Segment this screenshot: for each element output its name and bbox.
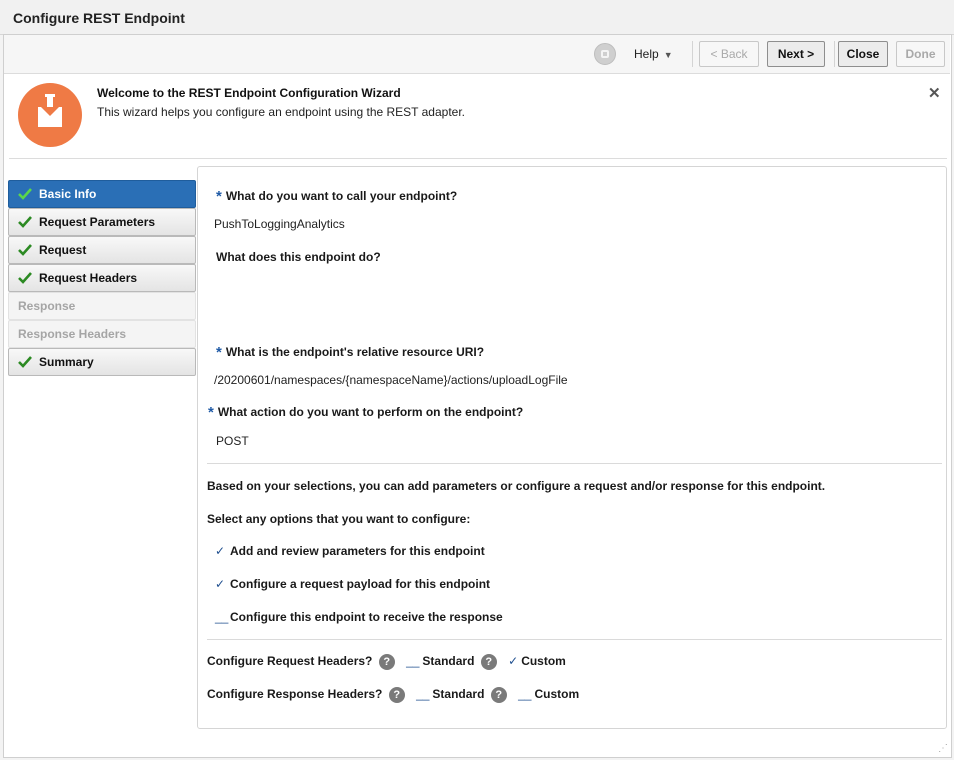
- endpoint-description-question: What does this endpoint do?: [216, 250, 381, 264]
- help-menu[interactable]: [634, 47, 673, 61]
- close-button[interactable]: Close: [838, 41, 888, 67]
- request-headers-standard-option[interactable]: __ Standard: [406, 654, 475, 669]
- close-icon[interactable]: ✕: [928, 85, 941, 102]
- unchecked-box-icon: __: [416, 687, 430, 702]
- next-button[interactable]: Next >: [767, 41, 825, 67]
- step-label: Summary: [39, 355, 94, 369]
- required-marker: *: [208, 404, 214, 421]
- divider: [207, 463, 942, 464]
- response-headers-row: [207, 687, 579, 703]
- request-headers-label: Configure Request Headers?: [207, 654, 373, 669]
- step-request-parameters[interactable]: [8, 208, 196, 236]
- response-headers-label: Configure Response Headers?: [207, 687, 383, 702]
- endpoint-name-question: * What do you want to call your endpoint?: [216, 188, 458, 205]
- checkmark-icon: ✓: [508, 654, 519, 669]
- checkmark-icon: ✓: [215, 577, 226, 591]
- unchecked-box-icon: __: [518, 687, 532, 702]
- checkmark-icon: [18, 244, 32, 256]
- unchecked-box-icon: __: [406, 654, 420, 669]
- checkmark-icon: [18, 188, 32, 200]
- status-icon[interactable]: [594, 43, 616, 65]
- endpoint-name-field[interactable]: PushToLoggingAnalytics: [214, 217, 345, 231]
- step-label: Basic Info: [39, 187, 97, 201]
- welcome-banner: [9, 74, 947, 159]
- welcome-description: This wizard helps you configure an endpoint using the REST adapter.: [97, 105, 466, 119]
- step-request[interactable]: [8, 236, 196, 264]
- toolbar: [4, 35, 950, 74]
- step-label: Response: [18, 299, 76, 313]
- option-request-payload[interactable]: ✓ Configure a request payload for this endpoint: [215, 577, 491, 591]
- help-icon[interactable]: ?: [481, 654, 497, 670]
- response-headers-standard-option[interactable]: __ Standard: [416, 687, 485, 702]
- wizard-logo-icon: [18, 83, 82, 147]
- step-label: Request: [39, 243, 87, 257]
- resize-grip-icon[interactable]: ⋰: [938, 743, 948, 754]
- checkmark-icon: [18, 356, 32, 368]
- select-options-text: Select any options that you want to configure:: [207, 512, 471, 526]
- welcome-title: Welcome to the REST Endpoint Configuration Wizard: [97, 86, 401, 100]
- step-label: Response Headers: [18, 327, 127, 341]
- checkmark-icon: [18, 272, 32, 284]
- toolbar-divider: [692, 41, 693, 67]
- option-receive-response[interactable]: __ Configure this endpoint to receive the response: [215, 610, 503, 624]
- step-summary[interactable]: [8, 348, 196, 376]
- step-response-headers: [8, 320, 196, 348]
- unchecked-box-icon: __: [215, 610, 229, 624]
- back-button[interactable]: < Back: [699, 41, 759, 67]
- action-value[interactable]: POST: [216, 434, 249, 448]
- endpoint-description-field[interactable]: [214, 270, 914, 330]
- response-headers-custom-option[interactable]: __ Custom: [518, 687, 580, 702]
- divider: [207, 639, 942, 640]
- checkmark-icon: ✓: [215, 544, 226, 558]
- basic-info-panel: [197, 166, 947, 729]
- request-headers-custom-option[interactable]: ✓ Custom: [508, 654, 566, 669]
- selection-info-text: Based on your selections, you can add parameters or configure a request and/or response for this endpoint.: [207, 479, 826, 493]
- toolbar-divider: [834, 41, 835, 67]
- action-question: * What action do you want to perform on the endpoint?: [208, 404, 524, 421]
- help-icon[interactable]: ?: [389, 687, 405, 703]
- option-parameters[interactable]: ✓ Add and review parameters for this endpoint: [215, 544, 485, 558]
- checkmark-icon: [18, 216, 32, 228]
- window-titlebar: [0, 0, 954, 35]
- done-button[interactable]: Done: [896, 41, 945, 67]
- step-request-headers[interactable]: [8, 264, 196, 292]
- required-marker: *: [216, 188, 222, 205]
- help-icon[interactable]: ?: [379, 654, 395, 670]
- chevron-down-icon: ▼: [663, 50, 673, 60]
- window-title: Configure REST Endpoint: [13, 10, 185, 26]
- help-icon[interactable]: ?: [491, 687, 507, 703]
- step-response: [8, 292, 196, 320]
- resource-uri-field[interactable]: /20200601/namespaces/{namespaceName}/actions/uploadLogFile: [214, 373, 568, 387]
- help-label: Help: [634, 47, 659, 61]
- step-label: Request Parameters: [39, 215, 156, 229]
- step-label: Request Headers: [39, 271, 138, 285]
- required-marker: *: [216, 344, 222, 361]
- step-basic-info[interactable]: [8, 180, 196, 208]
- resource-uri-question: * What is the endpoint's relative resource URI?: [216, 344, 485, 361]
- request-headers-row: [207, 654, 566, 670]
